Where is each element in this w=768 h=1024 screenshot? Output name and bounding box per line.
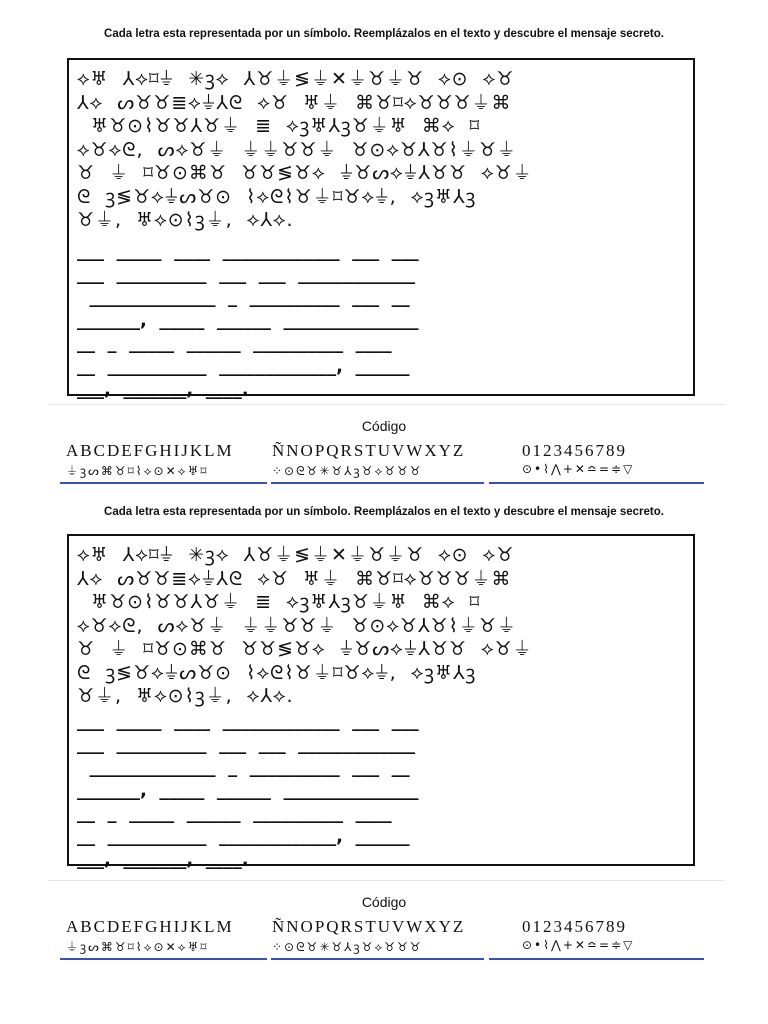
- code-underline: [60, 482, 267, 484]
- digits-row: 0123456789: [522, 441, 627, 460]
- codigo-title: Código: [361, 894, 407, 910]
- symbols-row-1: ⏚ꝫᔕ⌘♉⌑⌇⟡⊙✕⟡♅⌑: [66, 940, 209, 954]
- cipher-text: ⟡♅ ⅄⟡⌑⏚ ✳ꝫ⟡ ⅄♉⏚≶⏚✕⏚♉⏚♉ ⟡⊙ ⟡♉ ⅄⟡ ᔕ♉♉≣⟡⏚⅄ᘓ ⟡♉ ♅⏚ ⌘♉⌑⟡♉♉♉⏚⌘ ♅♉⊙⌇♉♉⅄♉⏚ ≣ ⟡ꝫ♅⅄ꝫ♉⏚♅ ⌘⟡ ⌑ ⟡♉⟡ᘓ, ᔕ⟡♉⏚ ⏚⏚♉♉⏚ ♉⊙⟡♉⅄♉⌇⏚♉⏚ ♉ ⏚ ⌑♉⊙⌘♉ ♉♉≶♉⟡ ⏚♉ᔕ⟡⏚⅄♉♉ ⟡♉⏚ ᘓ ꝫ≶♉⟡⏚ᔕ♉⊙ ⌇⟡ᘓ⌇♉⏚⌑♉⟡⏚, ⟡ꝫ♅⅄ꝫ ♉⏚, ♅⟡⊙⌇ꝫ⏚, ⟡⅄⟡.: [77, 544, 533, 707]
- section-divider: [48, 880, 724, 881]
- codigo-title: Código: [361, 418, 407, 434]
- symbols-row-1: ⏚ꝫᔕ⌘♉⌑⌇⟡⊙✕⟡♅⌑: [66, 464, 209, 478]
- code-underline: [60, 958, 267, 960]
- answer-blanks: ___ _____ ____ _____________ ___ ___ ___ __________ ___ ___ _____________ ______________ _ __________ ___ __ _______, _____ ______ _______________ __ _ _____ ______ __________ ____ __ ___________ _____________, ______ ___, _______, ____.: [77, 711, 419, 870]
- instruction-text: Cada letra esta representada por un símbolo. Reemplázalos en el texto y descubre el mensaje secreto.: [104, 28, 664, 40]
- alphabet-row-2: ÑNOPQRSTUVWXYZ: [272, 917, 466, 936]
- code-underline: [271, 482, 484, 484]
- section-divider: [48, 404, 724, 405]
- cipher-text: ⟡♅ ⅄⟡⌑⏚ ✳ꝫ⟡ ⅄♉⏚≶⏚✕⏚♉⏚♉ ⟡⊙ ⟡♉ ⅄⟡ ᔕ♉♉≣⟡⏚⅄ᘓ ⟡♉ ♅⏚ ⌘♉⌑⟡♉♉♉⏚⌘ ♅♉⊙⌇♉♉⅄♉⏚ ≣ ⟡ꝫ♅⅄ꝫ♉⏚♅ ⌘⟡ ⌑ ⟡♉⟡ᘓ, ᔕ⟡♉⏚ ⏚⏚♉♉⏚ ♉⊙⟡♉⅄♉⌇⏚♉⏚ ♉ ⏚ ⌑♉⊙⌘♉ ♉♉≶♉⟡ ⏚♉ᔕ⟡⏚⅄♉♉ ⟡♉⏚ ᘓ ꝫ≶♉⟡⏚ᔕ♉⊙ ⌇⟡ᘓ⌇♉⏚⌑♉⟡⏚, ⟡ꝫ♅⅄ꝫ ♉⏚, ♅⟡⊙⌇ꝫ⏚, ⟡⅄⟡.: [77, 68, 533, 231]
- instruction-text: Cada letra esta representada por un símbolo. Reemplázalos en el texto y descubre el mensaje secreto.: [104, 506, 664, 518]
- digits-row: 0123456789: [522, 917, 627, 936]
- alphabet-row-2: ÑNOPQRSTUVWXYZ: [272, 441, 466, 460]
- puzzle-box: [67, 534, 695, 870]
- code-underline: [489, 482, 704, 484]
- puzzle-box: [67, 58, 695, 400]
- symbols-row-2: ⁘⊙ᘓ♉✳♉⅄ꝫ♉⟡♉♉♉: [272, 940, 423, 954]
- symbols-row-2: ⁘⊙ᘓ♉✳♉⅄ꝫ♉⟡♉♉♉: [272, 464, 423, 478]
- code-underline: [489, 958, 704, 960]
- alphabet-row-1: ABCDEFGHIJKLM: [66, 441, 234, 460]
- symbols-digits-row: ⊙•⌇⋀+✕≏=≑▽: [522, 938, 635, 952]
- code-underline: [271, 958, 484, 960]
- symbols-digits-row: ⊙•⌇⋀+✕≏=≑▽: [522, 462, 635, 476]
- alphabet-row-1: ABCDEFGHIJKLM: [66, 917, 234, 936]
- answer-blanks: ___ _____ ____ _____________ ___ ___ ___ __________ ___ ___ _____________ ______________ _ __________ ___ __ _______, _____ ______ _______________ __ _ _____ ______ __________ ____ __ ___________ _____________, ______ ___, _______, ____.: [77, 241, 419, 400]
